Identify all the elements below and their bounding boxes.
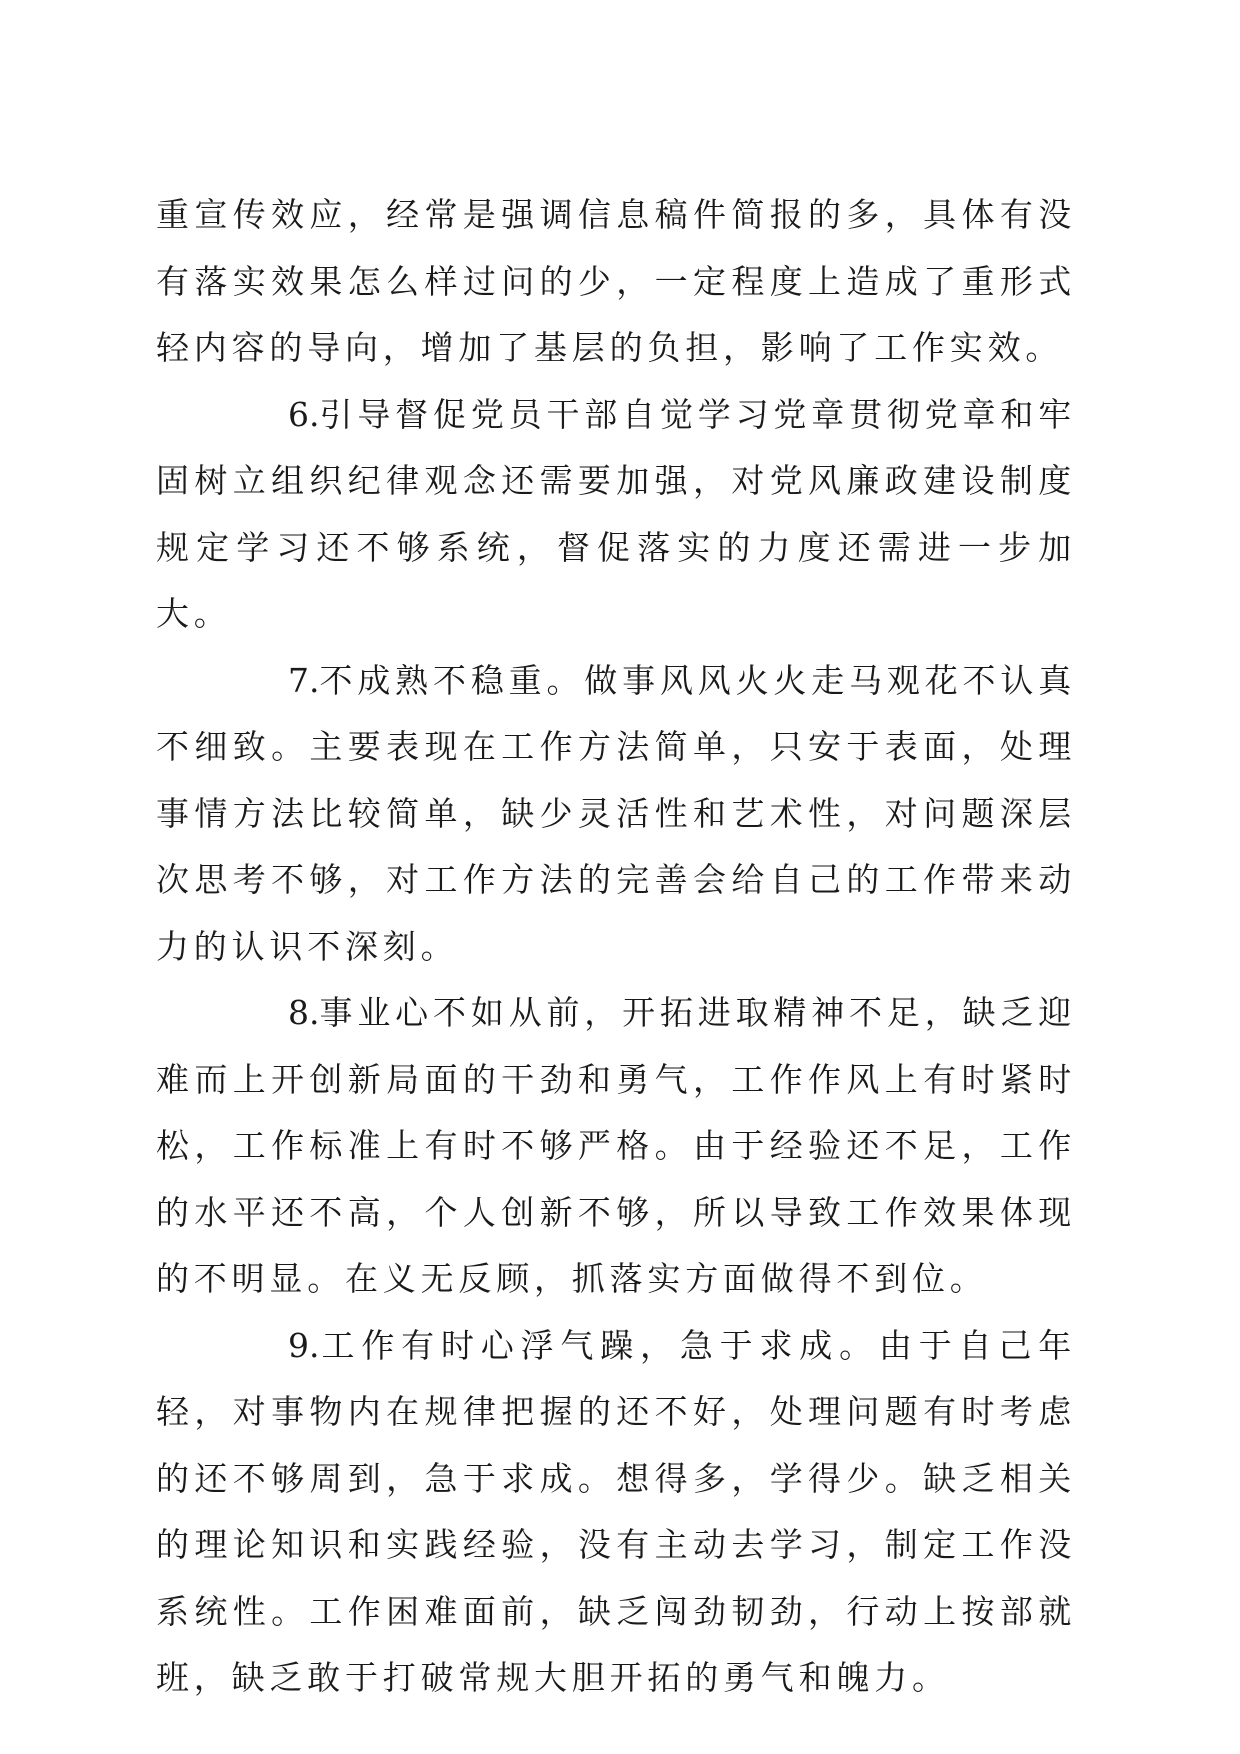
paragraph-item-9 — [156, 1313, 1076, 1712]
paragraph-number: 7. — [288, 660, 320, 700]
paragraph-text: 引导督促党员干部自觉学习党章贯彻党章和牢固树立组织纪律观念还需要加强，对党风廉政建设制度规定学习还不够系统，督促落实的力度还需进一步加大。 — [156, 394, 1076, 633]
paragraph-text: 事业心不如从前，开拓进取精神不足，缺乏迎难而上开创新局面的干劲和勇气，工作作风上有时紧时松，工作标准上有时不够严格。由于经验还不足，工作的水平还不高，个人创新不够，所以导致工作效果体现的不明显。在义无反顾，抓落实方面做得不到位。 — [156, 993, 1076, 1298]
paragraph-text: 不成熟不稳重。做事风风火火走马观花不认真不细致。主要表现在工作方法简单，只安于表面，处理事情方法比较简单，缺少灵活性和艺术性，对问题深层次思考不够，对工作方法的完善会给自己的工作带来动力的认识不深刻。 — [156, 660, 1076, 966]
paragraph-number: 8. — [288, 993, 320, 1032]
paragraph-item-8 — [156, 980, 1076, 1313]
paragraph-text: 工作有时心浮气躁，急于求成。由于自己年轻，对事物内在规律把握的还不好，处理问题有时考虑的还不够周到，急于求成。想得多，学得少。缺乏相关的理论知识和实践经验，没有主动去学习，制定工作没系统性。工作困难面前，缺乏闯劲韧劲，行动上按部就班，缺乏敢于打破常规大胆开拓的勇气和魄力。 — [156, 1325, 1076, 1697]
paragraph-text: 重宣传效应，经常是强调信息稿件简报的多，具体有没有落实效果怎么样过问的少，一定程度上造成了重形式轻内容的导向，增加了基层的负担，影响了工作实效。 — [156, 195, 1076, 367]
paragraph-number: 6. — [288, 394, 320, 434]
paragraph-item-7 — [156, 648, 1076, 981]
document-body — [156, 182, 1076, 1712]
paragraph-number: 9. — [288, 1325, 320, 1365]
paragraph-continuation — [156, 182, 1076, 382]
paragraph-item-6 — [156, 382, 1076, 648]
